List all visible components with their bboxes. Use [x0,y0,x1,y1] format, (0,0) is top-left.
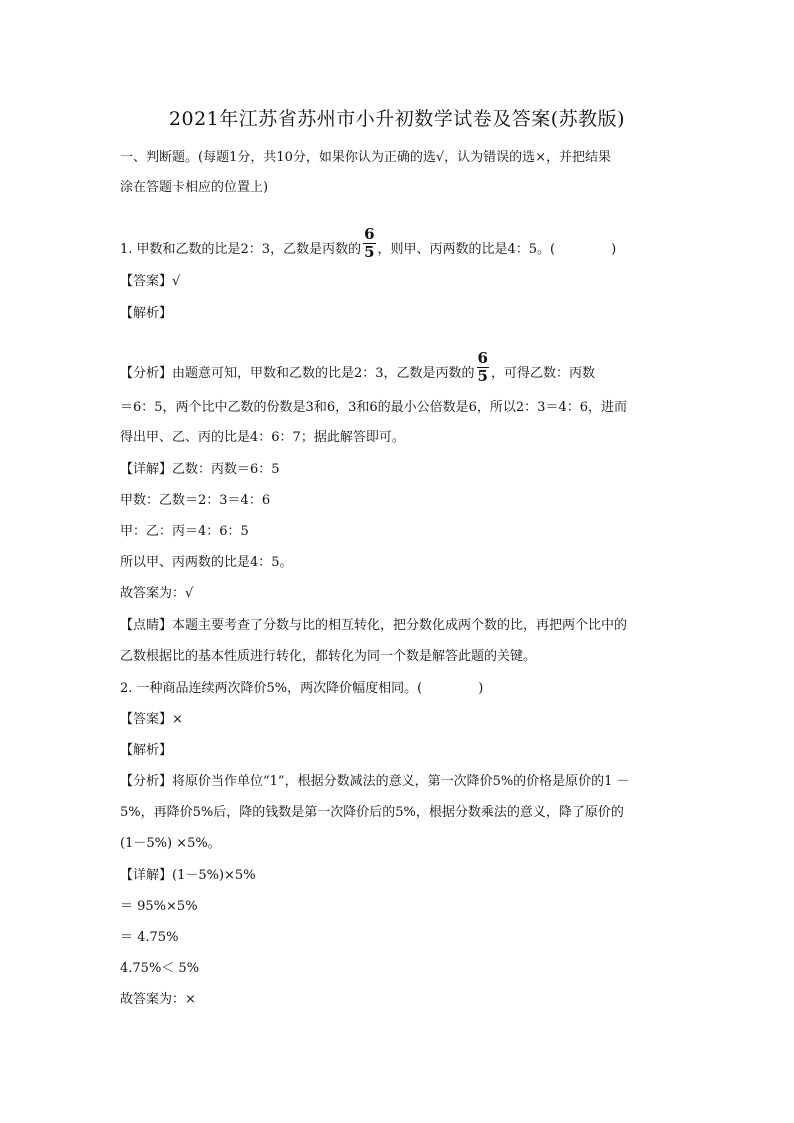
q1-fraction [363,226,375,261]
q2-fenxi-line1: 【分析】将原价当作单位“1”，根据分数减法的意义，第一次降价5%的价格是原价的1 － [120,774,630,789]
q1-fenxi-fraction-numerator: 6 [477,349,488,367]
q1-fenxi-text-a: 【分析】由题意可知，甲数和乙数的比是2：3，乙数是丙数的 [120,366,475,381]
q2-detail-line4: 4.75%＜ 5% [120,961,200,976]
q2-fenxi-line2: 5%，再降价5%后，降的钱数是第一次降价后的5%，根据分数乘法的意义，降了原价的 [120,805,624,820]
q1-detail-line2: 甲数：乙数＝2：3＝4：6 [120,493,271,508]
q1-fraction-denominator: 5 [364,243,375,261]
q1-detail-line5: 故答案为：√ [120,586,194,601]
q1-statement [120,225,617,267]
q1-text-c: ) [611,242,617,257]
q1-detail-line4: 所以甲、丙两数的比是4：5。 [120,555,293,570]
q1-dianjing-line1: 【点睛】本题主要考查了分数与比的相互转化，把分数化成两个数的比，再把两个比中的 [120,618,628,633]
q2-detail-line3: ＝ 4.75% [120,930,179,945]
q1-fenxi-line2: ＝6：5，两个比中乙数的份数是3和6，3和6的最小公倍数是6，所以2：3＝4：6，进而 [120,400,627,415]
q2-detail-line2: ＝ 95%×5% [120,899,198,914]
q1-text-b: ，则甲、丙两数的比是4：5。( [377,242,556,257]
q2-analysis-label: 【解析】 [120,743,173,758]
q1-fenxi-line1 [120,349,595,391]
q1-fenxi-line3: 得出甲、乙、丙的比是4：6：7；据此解答即可。 [120,430,405,445]
q1-dianjing-line2: 乙数根据比的基本性质进行转化，都转化为同一个数是解答此题的关键。 [120,649,537,664]
q2-detail-line1: 【详解】(1－5%)×5% [120,868,256,883]
q1-answer: 【答案】√ [120,274,181,289]
q2-detail-line5: 故答案为：× [120,992,196,1007]
q1-fenxi-fraction [477,350,489,385]
q1-fenxi-fraction-denominator: 5 [477,367,488,385]
section-header-line2: 涂在答题卡相应的位置上) [120,180,269,195]
section-header-line1: 一、判断题。(每题1分，共10分，如果你认为正确的选√，认为错误的选×，并把结果 [120,150,612,165]
q1-text-a: 1. 甲数和乙数的比是2：3，乙数是丙数的 [120,242,362,257]
q1-detail-line3: 甲：乙：丙＝4：6：5 [120,524,249,539]
q2-text-c: ) [478,681,484,696]
q1-fraction-numerator: 6 [364,225,375,243]
q1-analysis-label: 【解析】 [120,306,173,321]
q1-detail-line1: 【详解】乙数：丙数＝6：5 [120,462,280,477]
q2-fenxi-line3: (1－5%) ×5%。 [120,836,221,851]
q1-fenxi-text-b: ，可得乙数：丙数 [490,366,595,381]
document-title: 2021年江苏省苏州市小升初数学试卷及答案(苏教版) [168,108,626,130]
q2-statement [120,677,483,696]
q2-text-a: 2. 一种商品连续两次降价5%，两次降价幅度相同。( [120,681,423,696]
q2-answer: 【答案】× [120,712,183,727]
